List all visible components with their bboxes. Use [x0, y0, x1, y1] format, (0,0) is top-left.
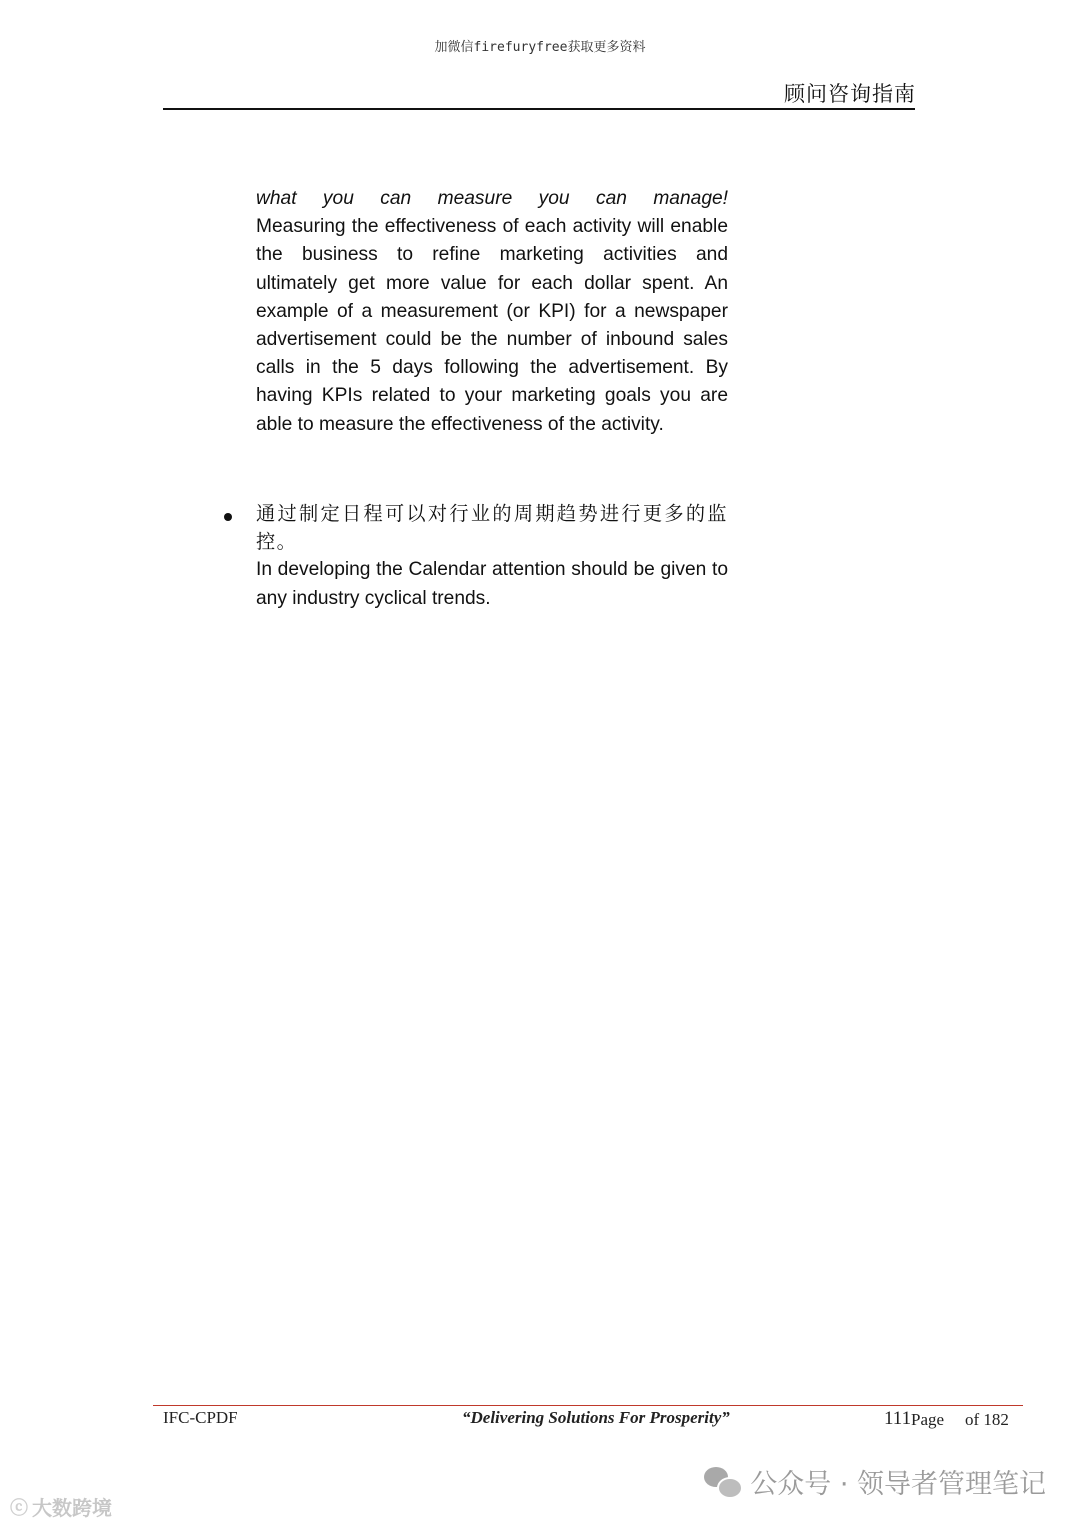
bullet-icon	[224, 513, 232, 521]
footer-slogan: “Delivering Solutions For Prosperity”	[462, 1408, 730, 1427]
bullet-item-calendar	[256, 500, 728, 613]
watermark-right-text: 公众号 · 领导者管理笔记	[750, 1469, 1046, 1500]
header-divider	[163, 108, 915, 110]
footer-page-number: 111	[884, 1408, 912, 1429]
paragraph-text: Measuring the effectiveness of each activity will enable the business to refine marketing activities and ultimately get more value for each dollar spent. An example of a measurement (or KPI) for a newspaper advertisement could be the number of inbound sales calls in the 5 days following the advertisement. By having KPIs related to your marketing goals you are able to measure the effectiveness of the activity.	[256, 216, 728, 435]
watermark-right	[704, 1462, 1046, 1501]
footer-doc-id: IFC-CPDF	[163, 1408, 238, 1427]
bullet-chinese-text: 通过制定日程可以对行业的周期趋势进行更多的监控。	[256, 502, 728, 554]
footer-page-label: Page	[911, 1410, 945, 1429]
footer-divider	[153, 1405, 1023, 1406]
bullet-english-text: In developing the Calendar attention should be given to any industry cyclical trends.	[256, 559, 728, 609]
watermark-left-text: 大数跨境	[32, 1498, 112, 1520]
italic-lead: what you can measure you can manage!	[256, 188, 728, 209]
brand-logo-icon: ⓒ	[10, 1497, 28, 1518]
wechat-icon	[704, 1467, 740, 1497]
paragraph-kpi	[256, 185, 728, 439]
top-note: 加微信firefuryfree获取更多资料	[434, 40, 646, 55]
watermark-left	[10, 1492, 112, 1521]
page-header-title: 顾问咨询指南	[784, 82, 916, 106]
footer-page-total: of 182	[965, 1410, 1009, 1429]
